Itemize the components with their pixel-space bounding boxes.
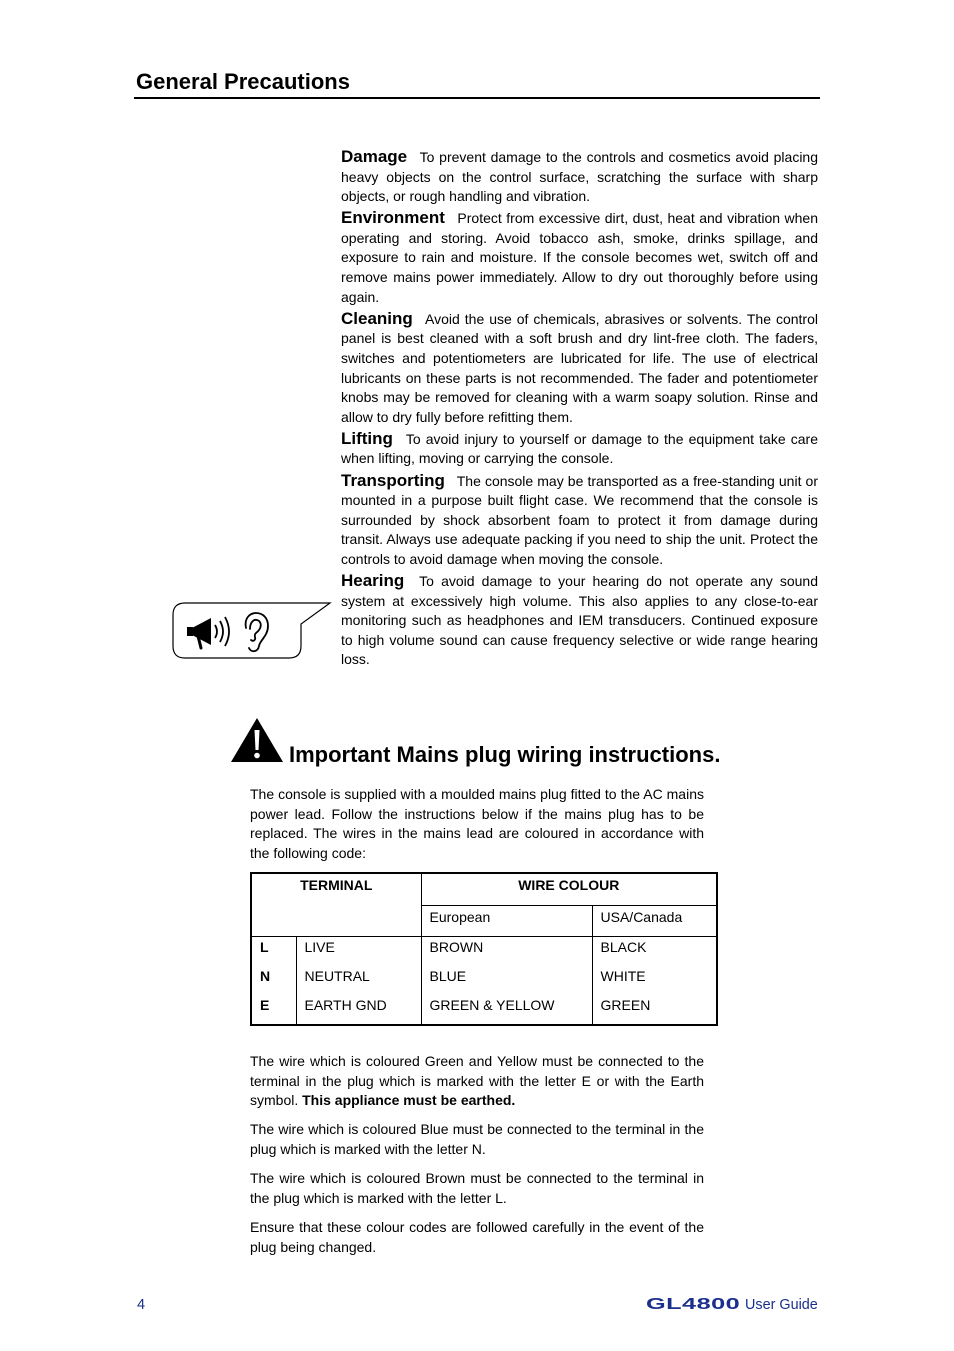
- precaution-damage: [341, 148, 818, 207]
- warning-triangle-icon: [230, 717, 284, 764]
- precaution-text: To prevent damage to the controls and cosmetics avoid placing heavy objects on the control surface, scratching the surface with sharp objects, or rough handling and vibration.: [341, 149, 818, 205]
- precaution-text: The console may be transported as a free-standing unit or mounted in a purpose built flight case. We recommend that the console is surrounded by shock absorbent foam to protect it from damage during transit. Always use adequate packing if you need to ship the unit. Protect the controls to avoid damage when moving the console.: [341, 472, 818, 567]
- precaution-heading: Transporting: [341, 470, 445, 490]
- page-title: General Precautions: [136, 69, 350, 94]
- table-header-row: [251, 873, 717, 906]
- header-terminal: TERMINAL: [251, 873, 421, 937]
- guide-label: User Guide: [745, 1297, 818, 1313]
- page-number: 4: [137, 1297, 146, 1313]
- precaution-transporting: [341, 472, 818, 570]
- precaution-text: Avoid the use of chemicals, abrasives or solvents. The control panel is best cleaned with a soft brush and dry lint-free cloth. The faders, switches and potentiometers are lubricated for life. The use of electrical lubricants on these parts is not recommended. The fader and potentiometer knobs may be removed for cleaning with a warm soapy solution. Rinse and allow to dry fully before refitting them.: [341, 310, 818, 425]
- precaution-heading: Damage: [341, 147, 408, 166]
- terminal-letter: N: [251, 966, 296, 995]
- mains-instructions: [250, 1052, 704, 1267]
- instruction-ensure: Ensure that these colour codes are followed carefully in the event of the plug being changed.: [250, 1218, 704, 1255]
- title-rule: [134, 97, 820, 99]
- mains-intro: The console is supplied with a moulded mains plug fitted to the AC mains power lead. Follow the instructions below if the mains plug has to be replaced. The wires in the mains lead are coloured in accordance with the following code:: [250, 786, 704, 861]
- precaution-lifting: [341, 430, 818, 469]
- instruction-text: The wire which is coloured Green and Yellow must be connected to the terminal in the plug which is marked with the letter E or with the Earth symbol.: [250, 1053, 704, 1109]
- table-row: [251, 937, 717, 967]
- mains-section-title: Important Mains plug wiring instructions.: [289, 742, 721, 767]
- earthing-warning: This appliance must be earthed.: [302, 1092, 516, 1109]
- european-colour: BLUE: [421, 966, 592, 995]
- precautions-list: [341, 148, 818, 672]
- european-colour: GREEN & YELLOW: [421, 995, 592, 1025]
- precaution-text: To avoid injury to yourself or damage to the equipment take care when lifting, moving or carrying the console.: [341, 430, 818, 467]
- usa-canada-colour: GREEN: [592, 995, 717, 1025]
- product-logo: GL4800: [646, 1296, 741, 1313]
- subheader-european: European: [421, 906, 592, 937]
- precaution-cleaning: [341, 310, 818, 428]
- precaution-heading: Environment: [341, 208, 445, 228]
- terminal-letter: L: [251, 937, 296, 967]
- usa-canada-colour: WHITE: [592, 966, 717, 995]
- terminal-name: NEUTRAL: [296, 966, 421, 995]
- european-colour: BROWN: [421, 937, 592, 967]
- usa-canada-colour: BLACK: [592, 937, 717, 967]
- instruction-live: The wire which is coloured Brown must be connected to the terminal in the plug which is marked with the letter L.: [250, 1170, 704, 1206]
- header-wire-colour: WIRE COLOUR: [421, 873, 717, 906]
- instruction-earth: [250, 1052, 704, 1111]
- instruction-neutral: The wire which is coloured Blue must be connected to the terminal in the plug which is marked with the letter N.: [250, 1121, 704, 1157]
- subheader-usa-canada: USA/Canada: [592, 906, 717, 937]
- precaution-text: To avoid damage to your hearing do not operate any sound system at excessively high volume. This also applies to any close-to-ear monitoring such as headphones and IEM transducers. Continued exposure to high volume sound can cause frequency selective or wide range hearing loss.: [341, 572, 819, 668]
- terminal-letter: E: [251, 995, 296, 1025]
- wire-colour-table: [250, 872, 718, 1026]
- table-row: [251, 966, 717, 995]
- precaution-heading: Hearing: [341, 570, 405, 590]
- terminal-name: LIVE: [296, 937, 421, 967]
- precaution-environment: [341, 209, 818, 307]
- precaution-text: Protect from excessive dirt, dust, heat and vibration when operating and storing. Avoid tobacco ash, smoke, drinks spillage, and exposure to rain and moisture. If the console becomes wet, switch off and remove mains power immediately. Allow to dry out thoroughly before using again.: [341, 210, 818, 305]
- ear-icon: [246, 613, 268, 651]
- terminal-name: EARTH GND: [296, 995, 421, 1025]
- table-row: [251, 995, 717, 1025]
- hearing-warning-bubble: [170, 598, 335, 663]
- megaphone-icon: [187, 617, 229, 648]
- precaution-heading: Lifting: [341, 428, 393, 448]
- precaution-hearing: [341, 572, 818, 670]
- precaution-heading: Cleaning: [341, 308, 413, 328]
